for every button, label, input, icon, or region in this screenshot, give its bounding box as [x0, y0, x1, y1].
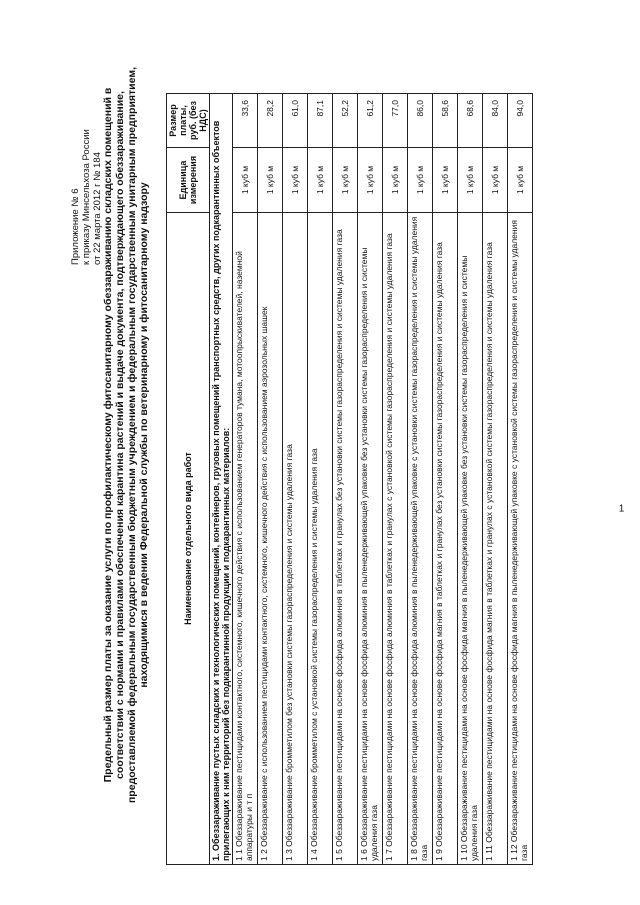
table-row: [258, 94, 283, 865]
section-row: [210, 94, 233, 865]
table-row: [283, 94, 308, 865]
row-name-cell: 1 7 Обеззараживание пестицидами на основе фосфида алюминия в таблетках и гранулах с установкой системы газораспределения и системы удаления газа: [383, 213, 408, 865]
table-row: [408, 94, 433, 865]
table-row: [383, 94, 408, 865]
row-unit-cell: 1 куб м: [308, 148, 333, 213]
header-name: Наименование отдельного вида работ: [167, 213, 210, 865]
header-price: Размер платы, руб. (без НДС): [167, 94, 210, 148]
table-row: [308, 94, 333, 865]
row-unit-cell: 1 куб м: [433, 148, 458, 213]
section-title: 1. Обеззараживание пустых складских и технологических помещений, контейнеров, грузовых помещений транспортных средств, других подкарантинных объектов прилегающих к ним территорий без подкарантинной продукции и подкарантинных материалов:: [210, 94, 233, 865]
row-name-cell: 1 10 Обеззараживание пестицидами на основе фосфида магния в пыленедерживающей упаковке без установки системы газораспределения и системы удаления газа: [458, 213, 483, 865]
row-name-cell: 1 1 Обеззараживание пестицидами контактного, системного, кишечного действия с использованием генераторов тумана, мотоопрыскивателей, наземной аппаратуры и т п: [233, 213, 258, 865]
row-price-cell: 58,6: [433, 94, 458, 148]
table-row: [483, 94, 508, 865]
price-table: [166, 93, 533, 865]
row-price-cell: 94,0: [508, 94, 533, 148]
appendix-line-3: от 22 марта 2012 г № 184: [92, 152, 103, 265]
header-unit: Единица измерения: [167, 148, 210, 213]
row-price-cell: 86,0: [408, 94, 433, 148]
document-heading: Предельный размер платы за оказание услуги по профилактическому фитосанитарному обеззараживанию складских помещений в соответствии с нормами и правилами обеспечения карантина растений и выдаче документа, подтверждающего обеззараживание, предоставляемой федеральным государственным бюджетным учреждением и федеральным государственным унитарным предприятием, находящимися в ведении Федеральной службы по ветеринарному и фитосанитарному надзору: [102, 66, 150, 804]
row-name-cell: 1 8 Обеззараживание пестицидами на основе фосфида алюминия в пыленедерживающей упаковке с установки системы газораспределения и системы удаления газа: [408, 213, 433, 865]
appendix-line-1: Приложение № 6: [70, 188, 81, 265]
row-unit-cell: 1 куб м: [283, 148, 308, 213]
row-unit-cell: 1 куб м: [333, 148, 358, 213]
row-name-cell: 1 6 Обеззараживание пестицидами на основе фосфида алюминия в пыленедерживающей упаковке без установки системы газораспределения и системы удаления газа: [358, 213, 383, 865]
row-price-cell: 84,0: [483, 94, 508, 148]
row-unit-cell: 1 куб м: [258, 148, 283, 213]
row-name-cell: 1 9 Обеззараживание пестицидами на основе фосфида магния в таблетках и гранулах без установки системы газораспределения и системы удаления газа: [433, 213, 458, 865]
row-name-cell: 1 3 Обеззараживание бромметилом без установки системы газораспределения и системы удаления газа: [283, 213, 308, 865]
row-name-cell: 1 4 Обеззараживание бромметилом с установкой системы газораспределения и системы удаления газа: [308, 213, 333, 865]
row-name-cell: 1 2 Обеззараживание с использованием пестицидами контактного, системного, кишечного действия с использованием аэрозольных шашек: [258, 213, 283, 865]
row-unit-cell: 1 куб м: [408, 148, 433, 213]
row-price-cell: 77,0: [383, 94, 408, 148]
row-unit-cell: 1 куб м: [383, 148, 408, 213]
row-name-cell: 1 5 Обеззараживание пестицидами на основе фосфида алюминия в таблетках и гранулах без установки системы газораспределения и системы удаления газа: [333, 213, 358, 865]
row-price-cell: 52,2: [333, 94, 358, 148]
row-unit-cell: 1 куб м: [458, 148, 483, 213]
table-row: [233, 94, 258, 865]
row-unit-cell: 1 куб м: [508, 148, 533, 213]
row-name-cell: 1 11 Обеззараживание пестицидами на основе фосфида магния в таблетках и гранулах с установкой системы газораспределения и системы удаления газа: [483, 213, 508, 865]
table-row: [433, 94, 458, 865]
row-unit-cell: 1 куб м: [483, 148, 508, 213]
appendix-block: [70, 129, 103, 265]
appendix-line-2: к приказу Минсельхоза России: [81, 129, 92, 265]
table-row: [508, 94, 533, 865]
row-price-cell: 28,2: [258, 94, 283, 148]
table-header-row: [167, 94, 210, 865]
row-price-cell: 61,2: [358, 94, 383, 148]
row-name-cell: 1 12 Обеззараживание пестицидами на основе фосфида магния в пыленедерживающей упаковке с установкой системы газораспределения и системы удаления газа: [508, 213, 533, 865]
row-price-cell: 33,6: [233, 94, 258, 148]
table-row: [358, 94, 383, 865]
row-unit-cell: 1 куб м: [358, 148, 383, 213]
row-price-cell: 87,1: [308, 94, 333, 148]
table-row: [458, 94, 483, 865]
page-number: 1: [618, 503, 625, 515]
row-price-cell: 61,0: [283, 94, 308, 148]
row-unit-cell: 1 куб м: [233, 148, 258, 213]
row-price-cell: 68,6: [458, 94, 483, 148]
table-row: [333, 94, 358, 865]
